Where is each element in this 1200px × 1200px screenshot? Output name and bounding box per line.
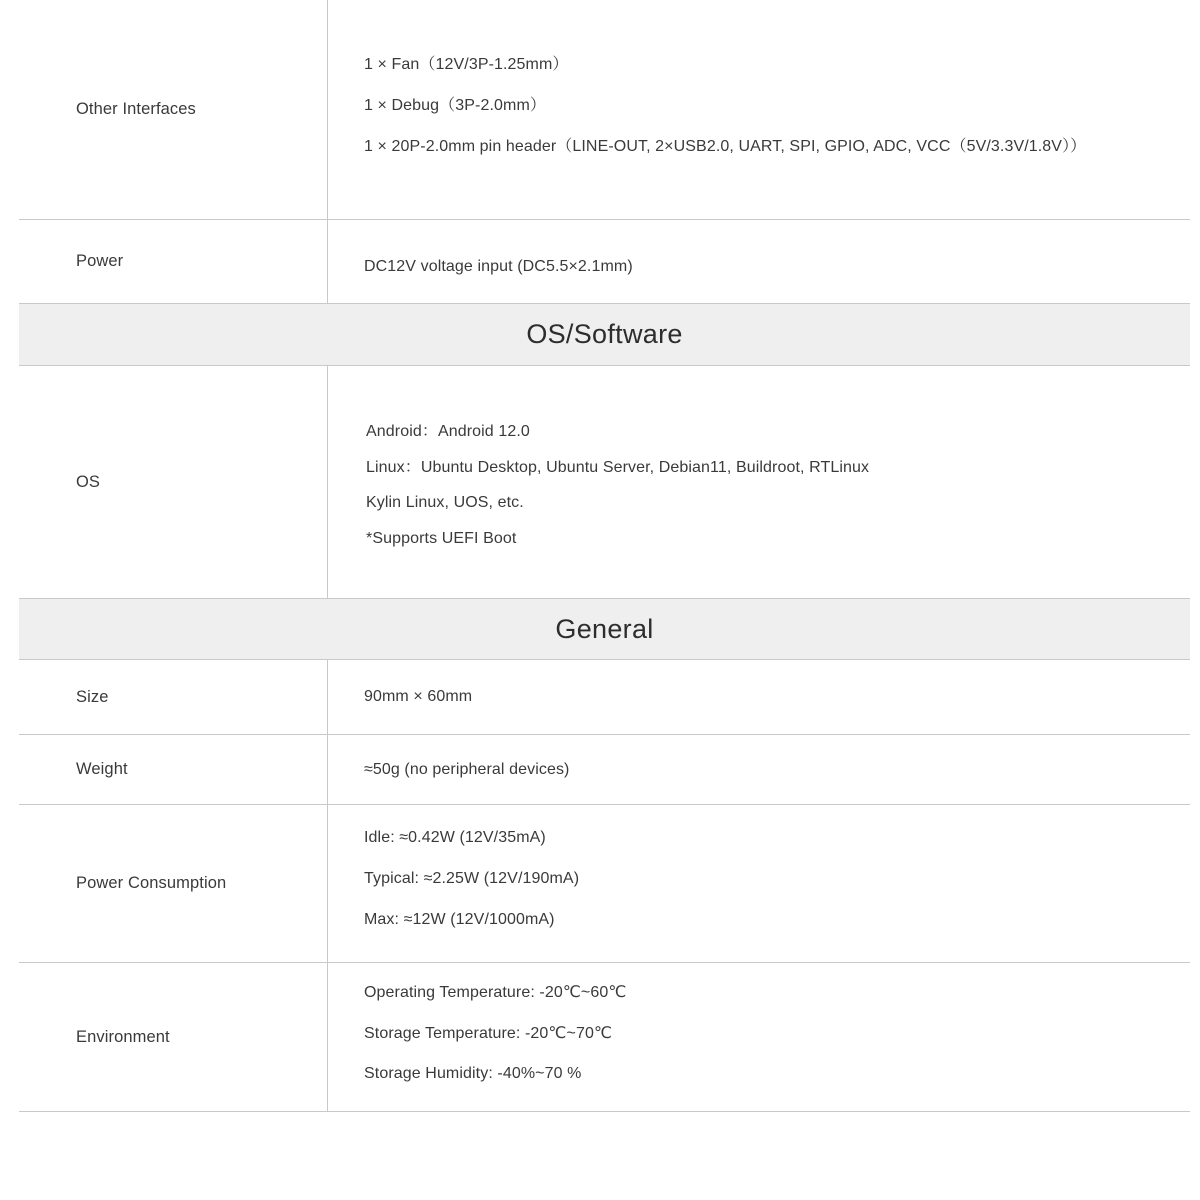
spec-row-power (19, 220, 1190, 304)
spec-value (328, 366, 1190, 598)
spec-row-os (19, 366, 1190, 599)
spec-value (328, 220, 1190, 303)
spec-value-line: Typical: ≈2.25W (12V/190mA) (364, 870, 580, 887)
spec-value (328, 0, 1190, 219)
spec-value-line: 90mm × 60mm (364, 688, 473, 705)
spec-value-line: Operating Temperature: -20℃~60℃ (364, 984, 627, 1002)
spec-value-line: *Supports UEFI Boot (366, 529, 517, 547)
spec-value-line: 1 × Fan（12V/3P-1.25mm） (364, 56, 569, 73)
spec-label: Size (19, 660, 328, 734)
spec-label: Weight (19, 735, 328, 804)
section-header-os-software: OS/Software (19, 304, 1190, 366)
spec-value (328, 963, 1190, 1111)
spec-table (19, 0, 1190, 1112)
spec-label: Power Consumption (19, 805, 328, 962)
spec-value-line: 1 × 20P-2.0mm pin header（LINE-OUT, 2×USB2.0, UART, SPI, GPIO, ADC, VCC（5V/3.3V/1.8V）） (364, 138, 1087, 155)
spec-value-line: ≈50g (no peripheral devices) (364, 760, 570, 778)
spec-value-line: DC12V voltage input (DC5.5×2.1mm) (364, 257, 633, 275)
spec-row-weight (19, 735, 1190, 805)
spec-label: Environment (19, 963, 328, 1111)
spec-value (328, 660, 1190, 734)
spec-value-line: Storage Temperature: -20℃~70℃ (364, 1024, 613, 1042)
spec-label: OS (19, 366, 328, 598)
spec-value-line: Idle: ≈0.42W (12V/35mA) (364, 829, 546, 846)
spec-label: Other Interfaces (19, 0, 328, 219)
spec-label: Power (19, 220, 328, 303)
section-header-general: General (19, 599, 1190, 660)
spec-value (328, 805, 1190, 962)
spec-value-line: Kylin Linux, UOS, etc. (366, 494, 524, 511)
spec-row-environment (19, 963, 1190, 1112)
spec-value-line: Linux：Ubuntu Desktop, Ubuntu Server, Debian11, Buildroot, RTLinux (366, 458, 870, 476)
spec-value-line: Storage Humidity: -40%~70 % (364, 1065, 582, 1083)
spec-row-size (19, 660, 1190, 735)
spec-value-line: Max: ≈12W (12V/1000mA) (364, 911, 555, 928)
spec-value-line: Android：Android 12.0 (366, 423, 530, 440)
spec-value (328, 735, 1190, 804)
spec-value-line: 1 × Debug（3P-2.0mm） (364, 97, 546, 114)
spec-row-power-consumption (19, 805, 1190, 963)
spec-row-other-interfaces (19, 0, 1190, 220)
